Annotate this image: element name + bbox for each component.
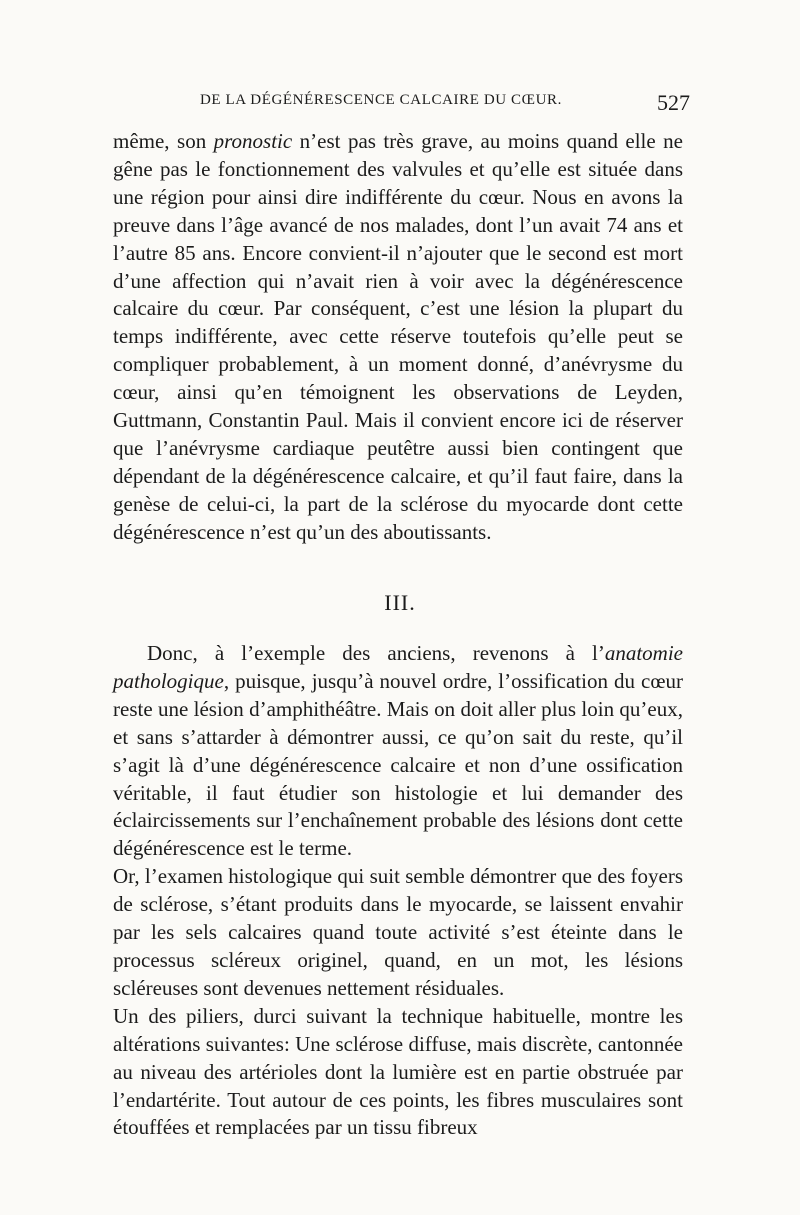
- paragraph-2-lead: Donc, à l’exemple des anciens, revenons à l’: [147, 641, 605, 665]
- running-head: DE LA DÉGÉNÉRESCENCE CALCAIRE DU CŒUR.: [200, 92, 562, 108]
- paragraph-1-lead: même, son: [113, 129, 214, 153]
- paragraph-2-italic-term: anatomie pathologique: [113, 641, 683, 693]
- paragraph-3: Or, l’examen histologique qui suit semble démontrer que des foyers de sclérose, s’étant produits dans le myocarde, se laissent envahir par les sels calcaires quand toute activité s’est éteinte dans le processus scléreux originel, quand, en un mot, les lésions scléreuses sont devenues nettement résiduales.: [113, 864, 683, 1000]
- paragraph-1: [113, 128, 683, 547]
- paragraph-1-italic-term: pronostic: [213, 129, 293, 153]
- paragraph-2: [113, 640, 683, 863]
- page-number: 527: [657, 90, 690, 115]
- text-block-upper: [113, 128, 683, 547]
- text-block-lower: [113, 640, 683, 1142]
- paragraph-1-rest: n’est pas très grave, au moins quand elle ne gêne pas le fonctionnement des valvules et qu’elle est située dans une région pour ainsi dire indifférente du cœur. Nous en avons la preuve dans l’âge avancé de nos malades, dont l’un avait 74 ans et l’autre 85 ans. Encore convient-il n’ajouter que le second est mort d’une affection qui n’avait rien à voir avec la dégénérescence calcaire du cœur. Par conséquent, c’est une lésion la plupart du temps indifférente, avec cette réserve toutefois qu’elle peut se compliquer probablement, à un moment donné, d’anévrysme du cœur, ainsi qu’en témoignent les observations de Leyden, Guttmann, Constantin Paul. Mais il convient encore ici de réserver que l’anévrysme cardiaque peutêtre aussi bien contingent que dépendant de la dégénérescence calcaire, et qu’il faut faire, dans la genèse de celui-ci, la part de la sclérose du myocarde dont cette dégénérescence n’est qu’un des aboutissants.: [113, 129, 683, 544]
- paragraph-4: Un des piliers, durci suivant la technique habituelle, montre les altérations suivantes: Une sclérose diffuse, mais discrète, cantonnée au niveau des artérioles dont la lumière est en partie obstruée par l’endartérite. Tout autour de ces points, les fibres musculaires sont étouffées et remplacées par un tissu fibreux: [113, 1003, 683, 1140]
- section-title: III.: [384, 590, 416, 615]
- paragraph-2-rest: , puisque, jusqu’à nouvel ordre, l’ossification du cœur reste une lésion d’amphithéâtre. Mais on doit aller plus loin qu’eux, et sans s’attarder à démontrer aussi, ce qu’on sait du reste, qu’il s’agit là d’une dégénérescence calcaire et non d’une ossification véritable, il faut étudier son histologie et lui demander des éclaircissements sur l’enchaînement probable des lésions dont cette dégénérescence est le terme.: [113, 668, 683, 861]
